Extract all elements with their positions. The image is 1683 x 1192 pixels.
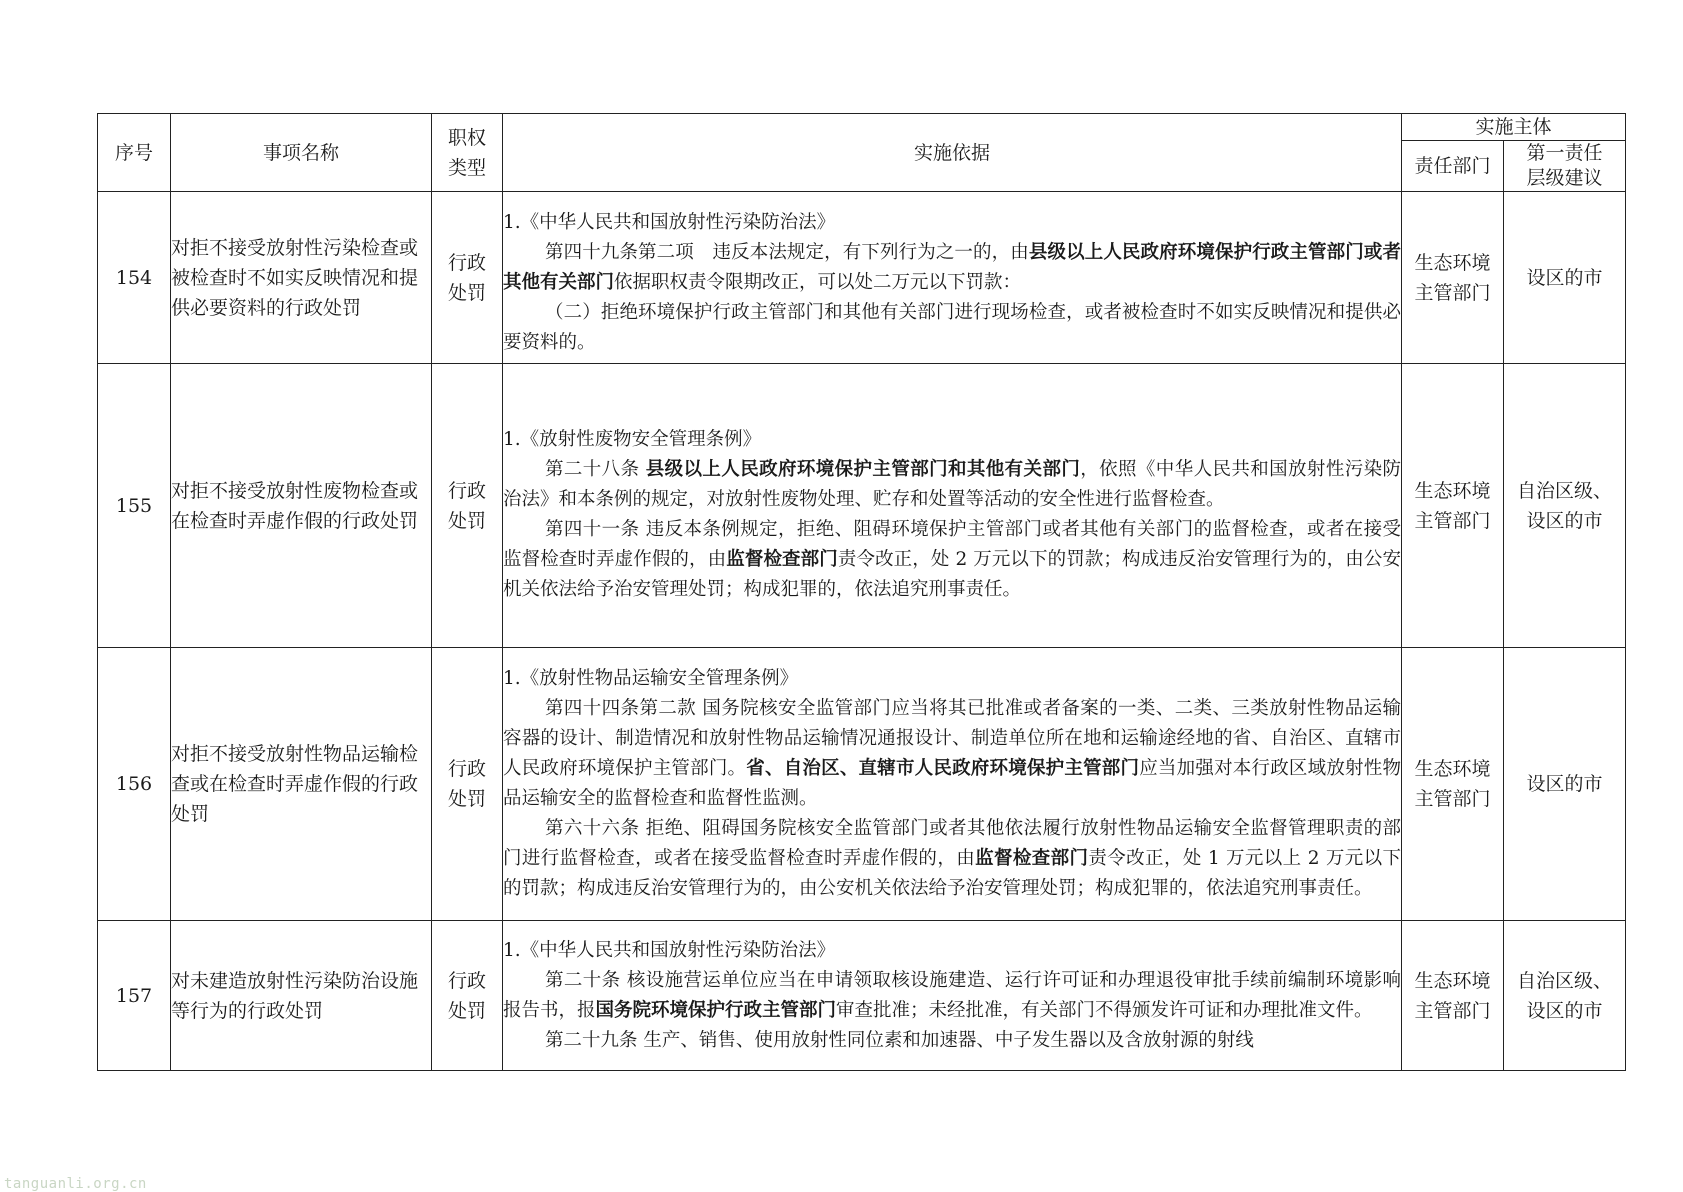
row-basis bbox=[503, 364, 1402, 648]
header-level: 第一责任层级建议 bbox=[1504, 141, 1626, 192]
header-power-type: 职权类型 bbox=[432, 114, 503, 192]
header-item-name: 事项名称 bbox=[171, 114, 432, 192]
basis-article: 第四十一条 违反本条例规定，拒绝、阻碍环境保护主管部门或者其他有关部门的监督检查，或者在接受监督检查时弄虚作假的，由监督检查部门责令改正，处 2 万元以下的罚款；构成违反治安管理行为的，由公安机关依法给予治安管理处罚；构成犯罪的，依法追究刑事责任。 bbox=[503, 518, 1401, 600]
header-subject: 实施主体 bbox=[1402, 114, 1626, 141]
basis-article: 第四十九条第二项 违反本法规定，有下列行为之一的，由县级以上人民政府环境保护行政主管部门或者其他有关部门依据职权责令限期改正，可以处二万元以下罚款： bbox=[503, 241, 1401, 293]
row-level: 设区的市 bbox=[1504, 648, 1626, 921]
row-basis bbox=[503, 192, 1402, 364]
watermark: tanguanli.org.cn bbox=[4, 1176, 147, 1192]
row-seq: 156 bbox=[98, 648, 171, 921]
basis-article: 第四十四条第二款 国务院核安全监管部门应当将其已批准或者备案的一类、二类、三类放射性物品运输容器的设计、制造情况和放射性物品运输情况通报设计、制造单位所在地和运输途经地的省、自治区、直辖市人民政府环境保护主管部门。省、自治区、直辖市人民政府环境保护主管部门应当加强对本行政区域放射性物品运输安全的监督检查和监督性监测。 bbox=[503, 698, 1401, 809]
row-dept: 生态环境主管部门 bbox=[1402, 921, 1504, 1071]
row-dept: 生态环境主管部门 bbox=[1402, 364, 1504, 648]
row-level: 自治区级、设区的市 bbox=[1504, 364, 1626, 648]
row-power-type: 行政处罚 bbox=[432, 192, 503, 364]
basis-article: 第六十六条 拒绝、阻碍国务院核安全监管部门或者其他依法履行放射性物品运输安全监督管理职责的部门进行监督检查，或者在接受监督检查时弄虚作假的，由监督检查部门责令改正，处 1 万元以上 2 万元以下的罚款；构成违反治安管理行为的，由公安机关依法给予治安管理处罚；构成犯罪的，依法追究刑事责任。 bbox=[503, 818, 1401, 899]
table-row bbox=[98, 921, 1626, 1071]
basis-article: 第二十九条 生产、销售、使用放射性同位素和加速器、中子发生器以及含放射源的射线 bbox=[545, 1029, 1254, 1051]
header-basis: 实施依据 bbox=[503, 114, 1402, 192]
basis-clause: （二）拒绝环境保护行政主管部门和其他有关部门进行现场检查，或者被检查时不如实反映情况和提供必要资料的。 bbox=[503, 301, 1401, 353]
row-item-name: 对拒不接受放射性污染检查或被检查时不如实反映情况和提供必要资料的行政处罚 bbox=[171, 192, 432, 364]
header-dept: 责任部门 bbox=[1402, 141, 1504, 192]
row-basis bbox=[503, 921, 1402, 1071]
row-dept: 生态环境主管部门 bbox=[1402, 648, 1504, 921]
row-item-name: 对拒不接受放射性废物检查或在检查时弄虚作假的行政处罚 bbox=[171, 364, 432, 648]
row-power-type: 行政处罚 bbox=[432, 648, 503, 921]
row-seq: 154 bbox=[98, 192, 171, 364]
row-level: 自治区级、设区的市 bbox=[1504, 921, 1626, 1071]
basis-law-title: 1.《中华人民共和国放射性污染防治法》 bbox=[503, 211, 836, 233]
basis-law-title: 1.《放射性物品运输安全管理条例》 bbox=[503, 668, 799, 689]
table-row bbox=[98, 648, 1626, 921]
row-power-type: 行政处罚 bbox=[432, 364, 503, 648]
basis-law-title: 1.《放射性废物安全管理条例》 bbox=[503, 428, 762, 450]
row-basis bbox=[503, 648, 1402, 921]
enforcement-table bbox=[97, 113, 1626, 1071]
row-seq: 155 bbox=[98, 364, 171, 648]
basis-law-title: 1.《中华人民共和国放射性污染防治法》 bbox=[503, 939, 836, 961]
row-seq: 157 bbox=[98, 921, 171, 1071]
row-item-name: 对拒不接受放射性物品运输检查或在检查时弄虚作假的行政处罚 bbox=[171, 648, 432, 921]
row-dept: 生态环境主管部门 bbox=[1402, 192, 1504, 364]
basis-article: 第二十八条 县级以上人民政府环境保护主管部门和其他有关部门，依照《中华人民共和国放射性污染防治法》和本条例的规定，对放射性废物处理、贮存和处置等活动的安全性进行监督检查。 bbox=[503, 458, 1401, 510]
table-row bbox=[98, 192, 1626, 364]
row-power-type: 行政处罚 bbox=[432, 921, 503, 1071]
row-level: 设区的市 bbox=[1504, 192, 1626, 364]
row-item-name: 对未建造放射性污染防治设施等行为的行政处罚 bbox=[171, 921, 432, 1071]
basis-article: 第二十条 核设施营运单位应当在申请领取核设施建造、运行许可证和办理退役审批手续前编制环境影响报告书，报国务院环境保护行政主管部门审查批准；未经批准，有关部门不得颁发许可证和办理批准文件。 bbox=[503, 969, 1401, 1021]
header-seq: 序号 bbox=[98, 114, 171, 192]
table-row bbox=[98, 364, 1626, 648]
